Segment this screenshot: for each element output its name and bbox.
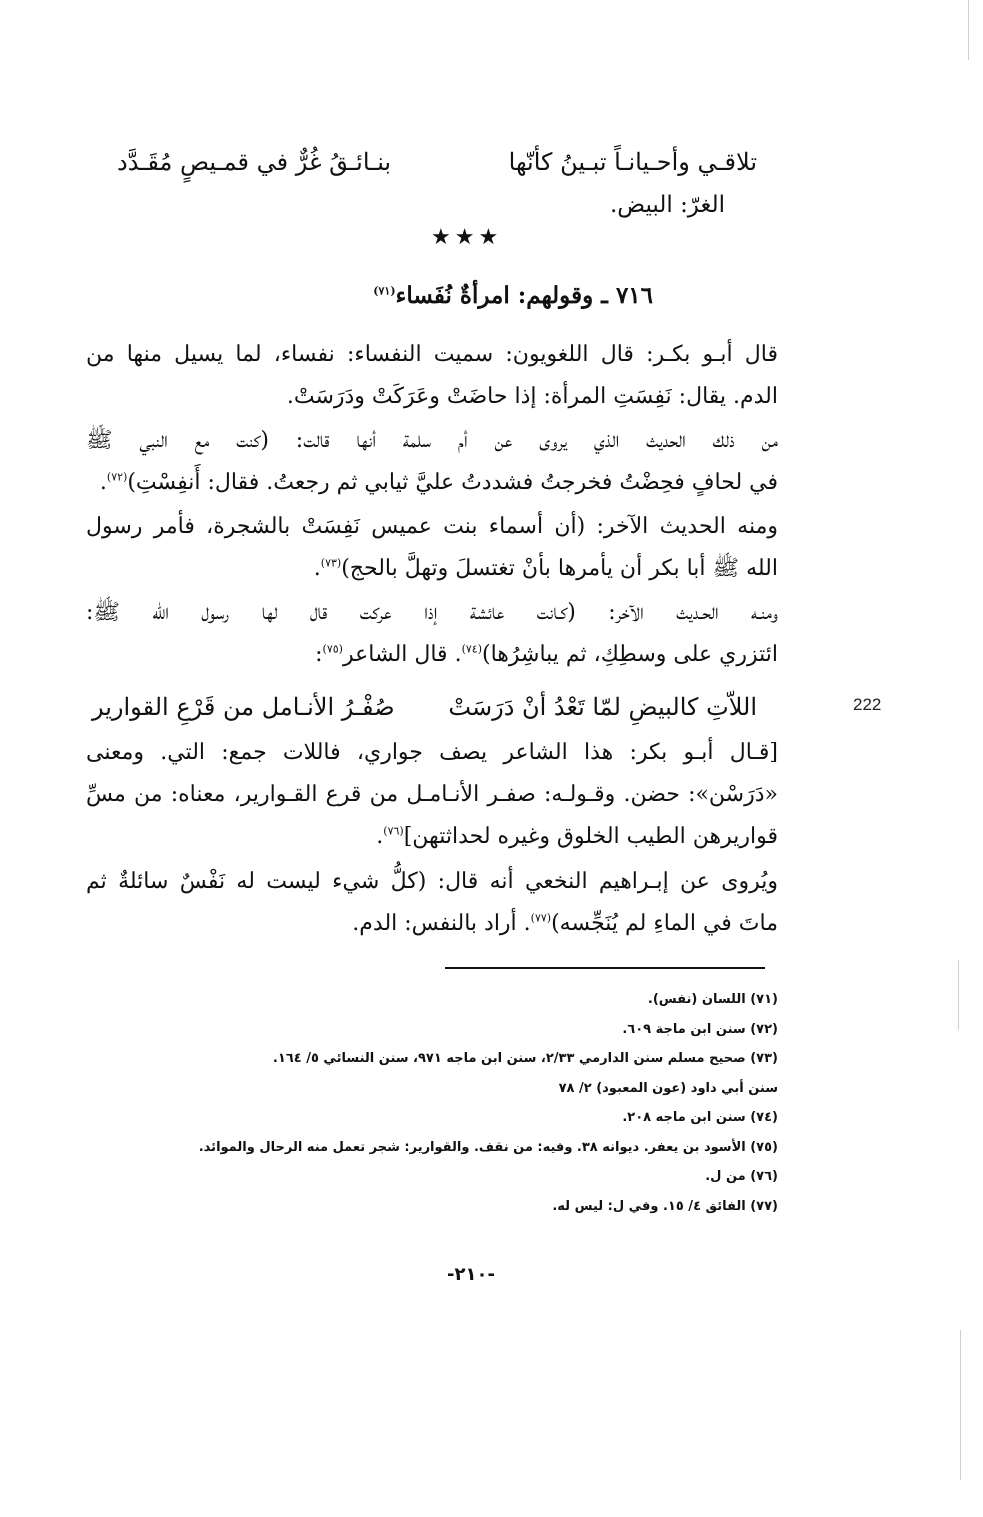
page-number: -٢١٠- bbox=[447, 1264, 495, 1285]
paragraph-2-line-2-text: في لحافٍ فحِضْتُ فخرجتُ فشددتُ عليَّ ثيابي ثم رجعتُ. فقال: أَنفِسْتِ) bbox=[127, 470, 778, 495]
paragraph-6-line-1: ويُروى عن إبـراهيم النخعي أنه قال: (كلُّ شيء ليست له نَفْسٌ سائلةٌ ثم bbox=[86, 869, 778, 894]
paragraph-5-line-3: قواريرهن الطيب الخلوق وغيره لحداثتهن]$^{(٧٦)}$. bbox=[376, 824, 778, 849]
paragraph-4-tail: . قال الشاعر bbox=[342, 642, 462, 667]
footnote-ref-73: (٧٣) bbox=[320, 556, 342, 570]
paragraph-1-line-2: الدم. يقال: نَفِسَتِ المرأة: إذا حاضَتْ وعَرَكَتْ ودَرَسَتْ. bbox=[286, 384, 778, 409]
gloss-line: الغرّ: البيض. bbox=[609, 192, 725, 218]
verse-1-left-hemistich: بنـائـقُ غُرٌّ في قمـيصٍ مُقَـدَّد bbox=[117, 148, 392, 176]
footnote-73-continued: سنن أبي داود (عون المعبود) ٢/ ٧٨ bbox=[558, 1080, 778, 1096]
footnote-ref-74: (٧٤) bbox=[461, 642, 482, 656]
paragraph-4-line-2: ائتزري على وسطِكِ، ثم يباشِرُها)$^{(٧٤)}$. قال الشاعر$^{(٧٥)}$: bbox=[315, 642, 778, 667]
scan-edge-mark bbox=[958, 960, 959, 1030]
footnote-ref-75: (٧٥) bbox=[322, 642, 343, 656]
footnote-ref-76: (٧٦) bbox=[383, 824, 404, 838]
footnote-ref-71: (٧١) bbox=[373, 284, 396, 298]
footnotes bbox=[178, 985, 778, 1221]
paragraph-2-line-1: من ذلك الحديث الذي يروى عن أم سلمة أنها قالت: (كنت مع النبي ﷺ bbox=[86, 428, 778, 453]
verse-1-right-hemistich: تلاقـي وأحـيانـاً تبـينُ كأنّها bbox=[508, 148, 757, 176]
scan-edge-mark bbox=[960, 1330, 961, 1480]
paragraph-5-line-2: «دَرَسْن»: حضن. وقـولـه: صفـر الأنـامـل من قرع القـوارير، معناه: من مسِّ bbox=[86, 782, 778, 807]
verse-line-2 bbox=[92, 690, 757, 724]
footnote-71: (٧١) اللسان (نفس). bbox=[647, 992, 778, 1007]
paragraph-3-line-2-text: الله ﷺ أبا بكر أن يأمرها بأنْ تغتسلَ وتهلَّ بالحج) bbox=[341, 556, 778, 581]
footnote-76: (٧٦) من ل. bbox=[705, 1169, 778, 1184]
section-heading bbox=[373, 278, 653, 314]
footnote-ref-77: (٧٧) bbox=[530, 911, 552, 925]
footnote-77: (٧٧) الفائق ٤/ ١٥. وفي ل: ليس له. bbox=[552, 1198, 778, 1214]
section-separator: ★★★ bbox=[431, 225, 503, 250]
footnote-73: (٧٣) صحيح مسلم سنن الدارمي ٢/٣٣، سنن ابن ماجه ٩٧١، سنن النسائي ٥/ ١٦٤. bbox=[272, 1051, 778, 1066]
paragraph-4-line-2-text: ائتزري على وسطِكِ، ثم يباشِرُها) bbox=[481, 642, 778, 667]
paragraph-4-line-1: ومنـه الحـديث الآخر: (كـانت عائشة إذا عركت قال لها رسول الله ﷺ: bbox=[86, 600, 778, 625]
verse-line-1 bbox=[117, 145, 757, 179]
paragraph-5-line-1: [قـال أبـو بكر: هذا الشاعر يصف جواري، فاللات جمع: التي. ومعنى bbox=[86, 740, 778, 765]
footnote-75: (٧٥) الأسود بن يعفر. ديوانه ٣٨. وفيه: من نقف. والقوارير: شجر تعمل منه الرحال والموائد. bbox=[198, 1139, 778, 1155]
margin-page-number: 222 bbox=[853, 695, 882, 714]
paragraph-1-line-1: قال أبـو بكـر: قال اللغويون: سميت النفساء: نفساء، لما يسيل منها من bbox=[86, 342, 778, 367]
verse-2-right-hemistich: اللاّتِ كالبيضِ لمّا تَعْدُ أنْ دَرَسَتْ bbox=[448, 693, 757, 721]
footnote-divider bbox=[445, 967, 765, 969]
paragraph-5-line-3-text: قواريرهن الطيب الخلوق وغيره لحداثتهن] bbox=[403, 824, 778, 849]
paragraph-6-tail: . أراد بالنفس: الدم. bbox=[352, 911, 531, 936]
paragraph-2-line-2: في لحافٍ فحِضْتُ فخرجتُ فشددتُ عليَّ ثيابي ثم رجعتُ. فقال: أَنفِسْتِ)$^{(٧٢)}$. bbox=[99, 470, 778, 495]
verse-2-left-hemistich: صُفْـرُ الأنـامل من قَرْعِ القوارير bbox=[92, 693, 395, 721]
paragraph-6-line-2-text: ماتَ في الماءِ لم يُنَجِّسه) bbox=[551, 911, 778, 936]
section-heading-text: ٧١٦ ـ وقولهم: امرأةٌ نُفَساء bbox=[395, 282, 653, 309]
paragraph-3-line-2: الله ﷺ أبا بكر أن يأمرها بأنْ تغتسلَ وتهلَّ بالحج)$^{(٧٣)}$. bbox=[313, 556, 778, 581]
footnote-74: (٧٤) سنن ابن ماجه ٢٠٨. bbox=[622, 1110, 778, 1125]
footnote-ref-72: (٧٢) bbox=[106, 470, 128, 484]
paragraph-3-line-1: ومنه الحديث الآخر: (أن أسماء بنت عميس نَفِسَتْ بالشجرة، فأمر رسول bbox=[86, 514, 778, 539]
scan-edge-mark bbox=[968, 0, 969, 60]
footnote-72: (٧٢) سنن ابن ماجة ٦٠٩. bbox=[622, 1021, 778, 1037]
paragraph-6-line-2 bbox=[352, 907, 778, 941]
